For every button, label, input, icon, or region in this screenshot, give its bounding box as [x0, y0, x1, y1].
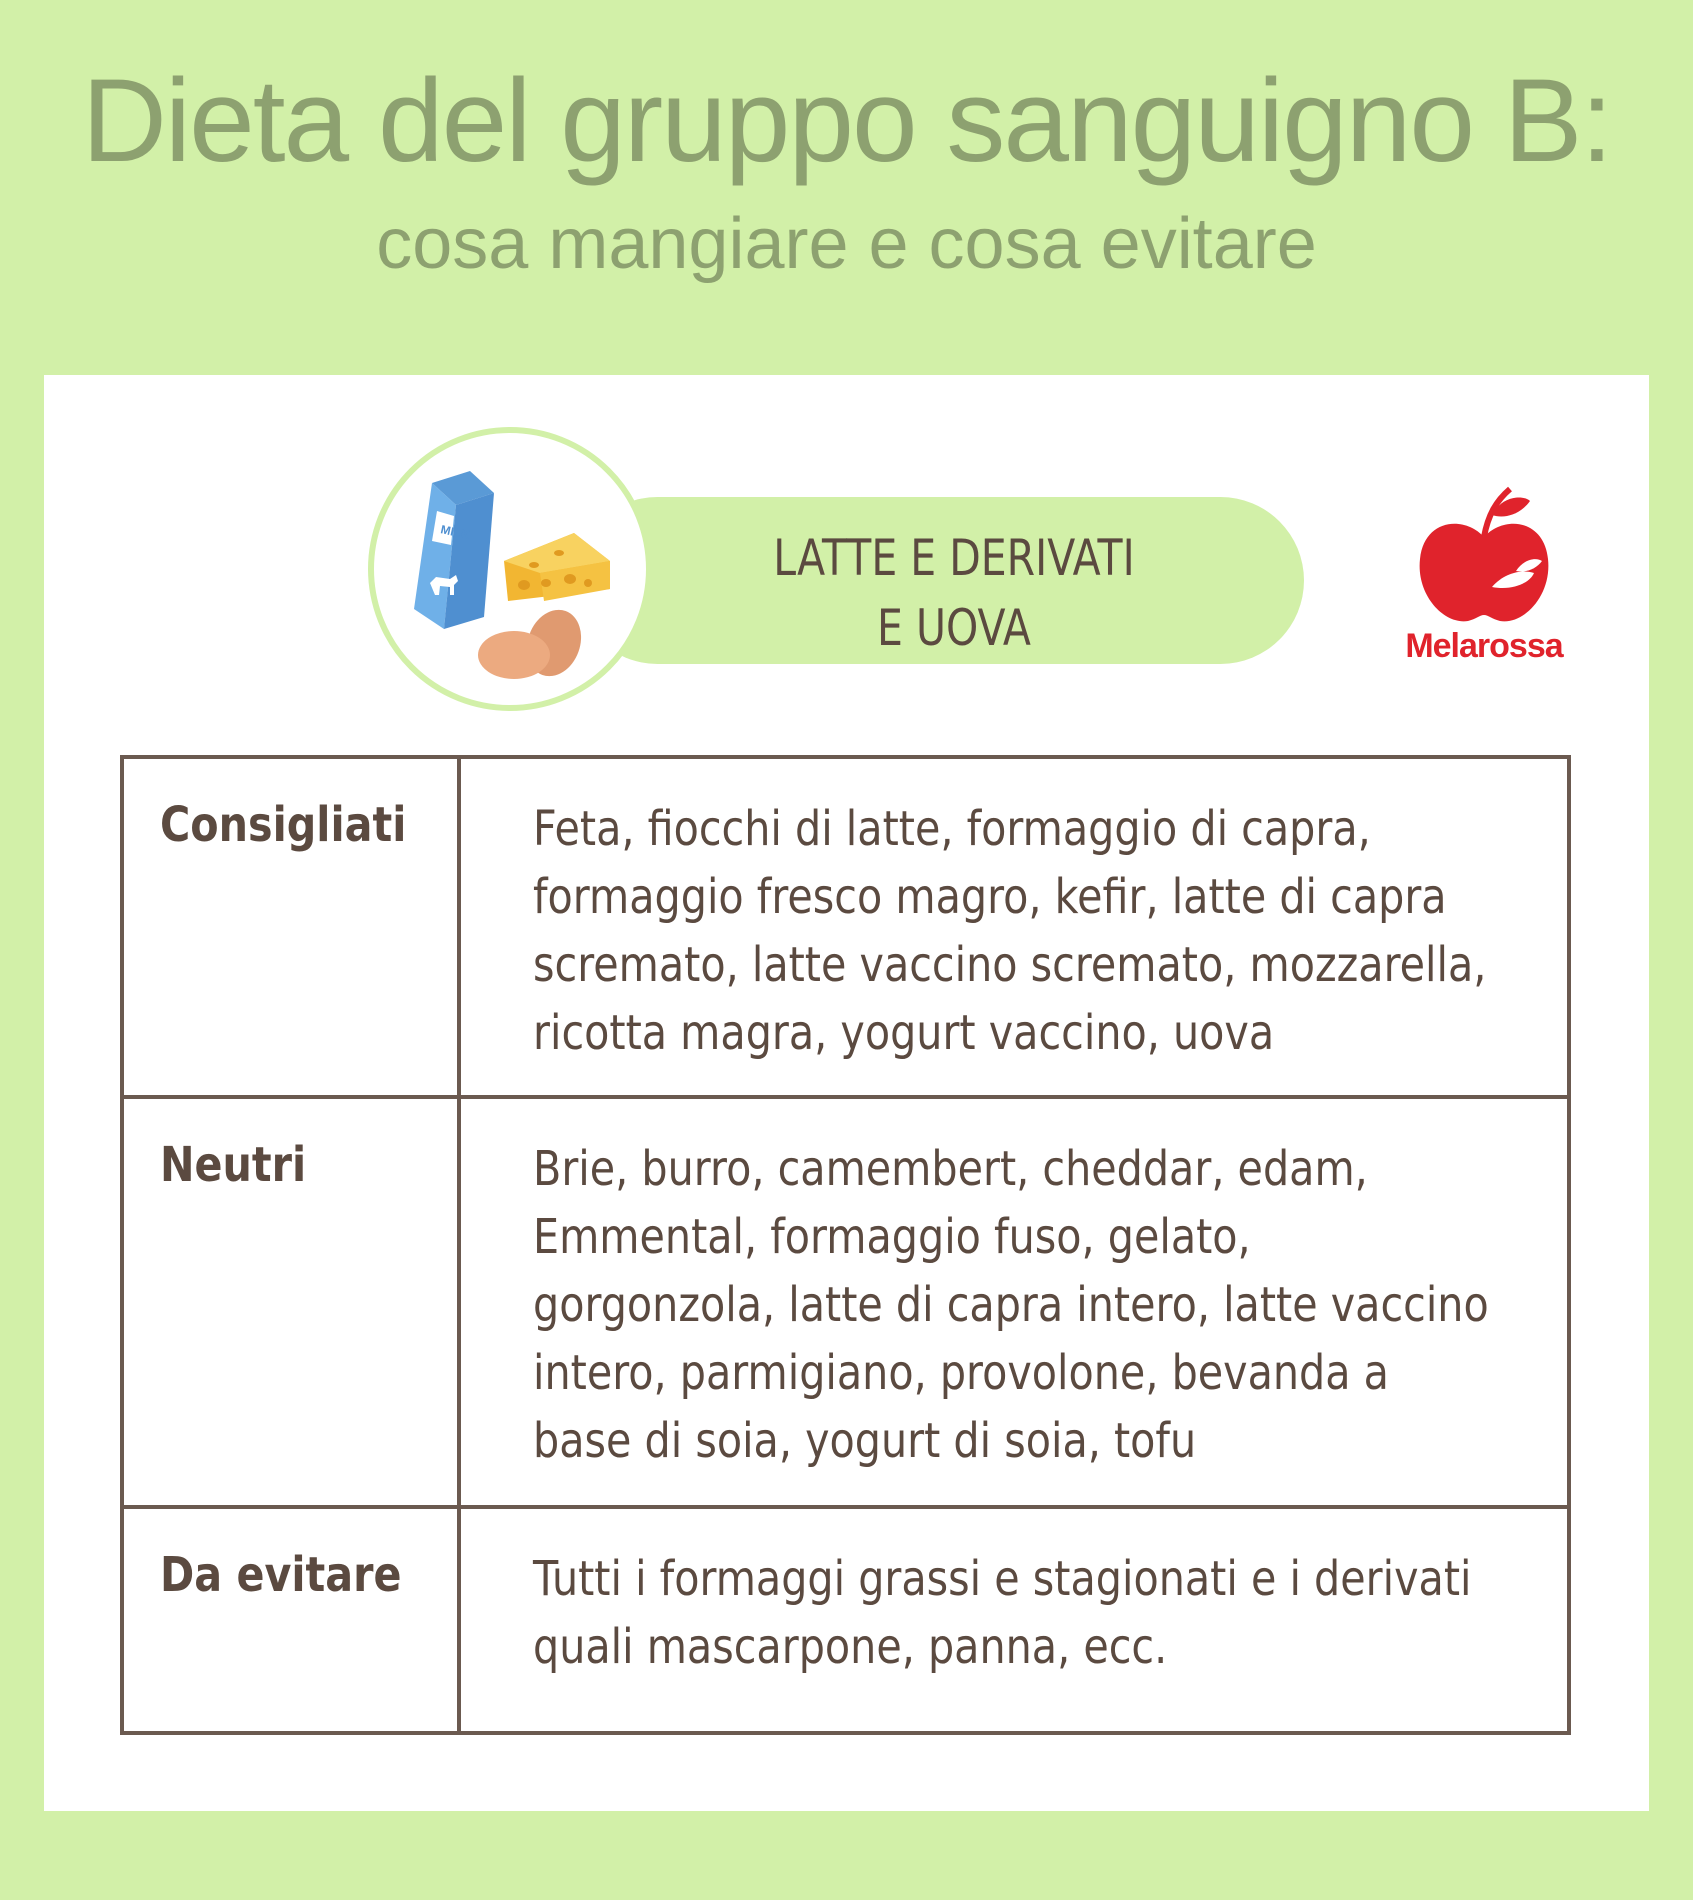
svg-text:MILK: MILK: [439, 522, 471, 543]
row-line: Emmental, formaggio fuso, gelato,: [533, 1209, 1251, 1265]
row-label: Da evitare: [124, 1509, 461, 1731]
row-line: formaggio fresco magro, kefir, latte di capra: [533, 869, 1447, 925]
row-content: [461, 1509, 1654, 1731]
category-title-line-1: LATTE E DERIVATI: [773, 529, 1135, 587]
content-card: [44, 375, 1649, 1811]
table-row: [124, 1099, 1567, 1509]
row-label: Neutri: [124, 1099, 461, 1505]
category-title-line-2: E UOVA: [877, 599, 1031, 657]
table-row: [124, 1509, 1567, 1731]
milk-carton-icon: [414, 471, 494, 629]
row-line: base di soia, yogurt di soia, tofu: [533, 1413, 1197, 1469]
food-table: [120, 755, 1571, 1735]
page-title: Dieta del gruppo sanguigno B:: [81, 55, 1612, 187]
dairy-illustration: [368, 427, 652, 711]
row-label: Consigliati: [124, 759, 461, 1095]
row-line: Brie, burro, camembert, cheddar, edam,: [533, 1141, 1368, 1197]
row-line: ricotta magra, yogurt vaccino, uova: [533, 1005, 1275, 1061]
table-row: [124, 759, 1567, 1099]
row-line: quali mascarpone, panna, ecc.: [533, 1619, 1168, 1675]
category-title: [700, 523, 1208, 663]
row-content: [461, 1099, 1674, 1505]
eggs-icon: [478, 602, 590, 684]
page-subtitle: cosa mangiare e cosa evitare: [376, 204, 1317, 284]
row-line: scremato, latte vaccino scremato, mozzarella,: [533, 937, 1487, 993]
row-content: [461, 759, 1672, 1095]
row-line: intero, parmigiano, provolone, bevanda a: [533, 1345, 1389, 1401]
brand-name: Melarossa: [1405, 627, 1563, 665]
cheese-icon: [504, 533, 610, 601]
row-line: Tutti i formaggi grassi e stagionati e i derivati: [533, 1551, 1472, 1607]
row-line: gorgonzola, latte di capra intero, latte vaccino: [533, 1277, 1489, 1333]
dairy-icon: [374, 433, 646, 705]
row-line: Feta, fiocchi di latte, formaggio di capra,: [533, 801, 1371, 857]
